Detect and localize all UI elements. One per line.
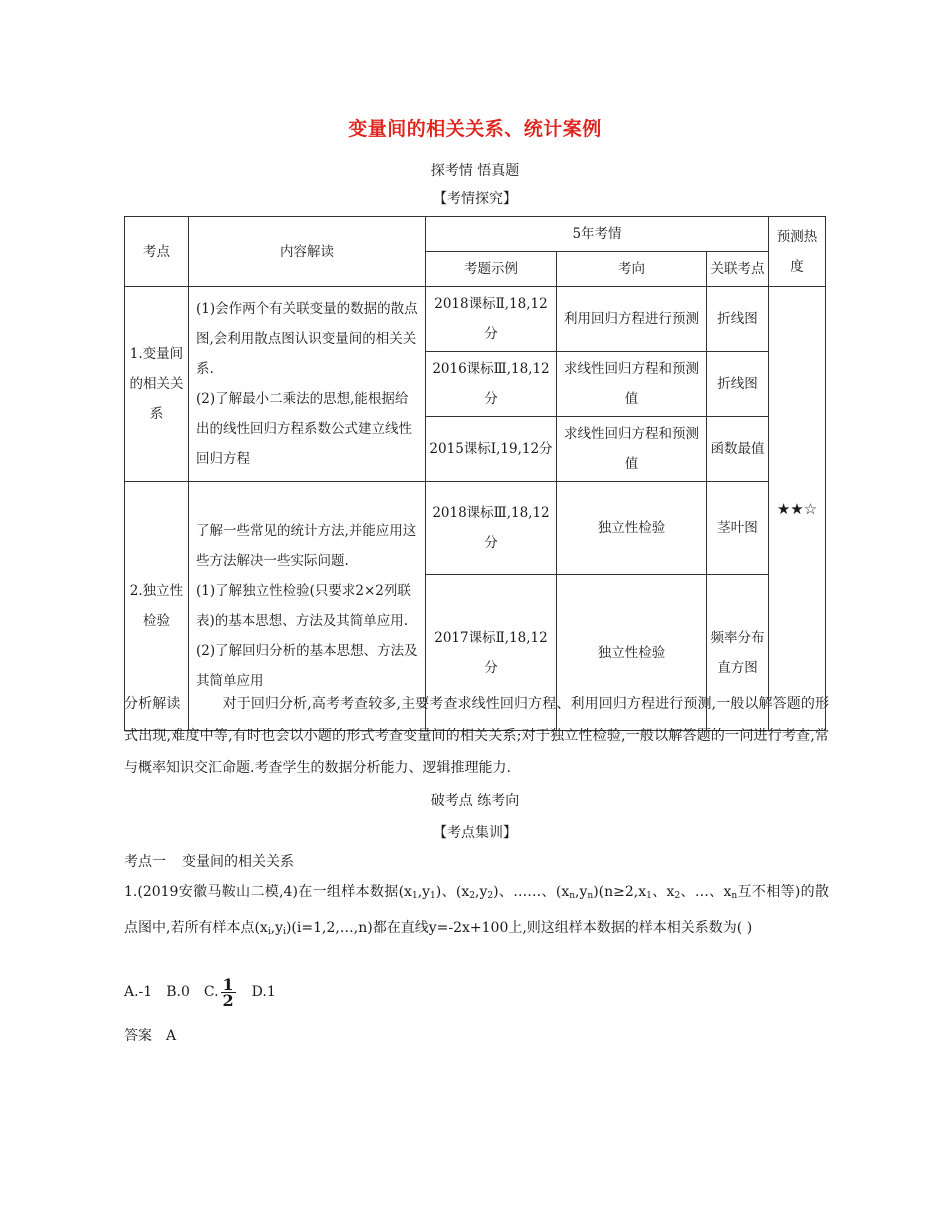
- kaodian-title: 变量间的相关关系: [182, 854, 294, 870]
- row1-item3-related: 函数最值: [707, 417, 769, 482]
- row2-kaodian: 2.独立性检验: [125, 482, 189, 731]
- row1-content: (1)会作两个有关联变量的数据的散点图,会利用散点图认识变量间的相关关系. (2)了解最小二乘法的思想,能根据给出的线性回归方程系数公式建立线性回归方程: [189, 287, 426, 482]
- fraction-one-half: [221, 974, 236, 1010]
- kaodian-heading: [124, 846, 829, 878]
- question-1-answer: [124, 1020, 829, 1052]
- option-a: A.-1: [124, 984, 153, 1000]
- row2-item2-related: 频率分布直方图: [707, 575, 769, 731]
- row2-item1-direction: 独立性检验: [557, 482, 707, 575]
- kaodian-label: 考点一: [124, 854, 166, 870]
- q1-stem-part: 、…、x: [680, 884, 732, 900]
- answer-value: A: [166, 1028, 177, 1044]
- q1-stem-part: 1.(2019安徽马鞍山二模,4)在一组样本数据(x: [124, 884, 412, 900]
- analysis-paragraph: [124, 688, 829, 784]
- row2-item1-example: 2018课标Ⅲ,18,12分: [426, 482, 557, 575]
- row1-item3-direction: 求线性回归方程和预测值: [557, 417, 707, 482]
- header-related: 关联考点: [707, 252, 769, 287]
- section-subheading-2: 【考点集训】: [433, 825, 517, 841]
- question-1-options: [124, 976, 829, 1008]
- section-subheading-1: 【考情探究】: [433, 191, 517, 207]
- option-c: C.: [203, 984, 219, 1000]
- header-five-year: 5年考情: [426, 217, 769, 252]
- row1-item1-related: 折线图: [707, 287, 769, 352]
- section-heading-2: 破考点 练考向: [430, 793, 520, 809]
- q1-stem-part: 、x: [651, 884, 675, 900]
- analysis-text: 对于回归分析,高考考查较多,主要考查求线性回归方程、利用回归方程进行预测,一般以解答题的形式出现,难度中等,有时也会以小题的形式考查变量间的相关关系;对于独立性检验,一般以解答题的一问进行考查,常与概率知识交汇命题.考查学生的数据分析能力、逻辑推理能力.: [124, 696, 829, 776]
- q1-stem-part: 互不相等)的散点图中,若所有样本点(x: [124, 884, 829, 936]
- exam-analysis-table: [124, 216, 826, 731]
- section-heading-1: 探考情 悟真题: [430, 163, 520, 179]
- header-heat: 预测热度: [769, 217, 826, 287]
- heat-rating-stars: ★★☆: [769, 287, 826, 731]
- row1-item1-example: 2018课标Ⅱ,18,12分: [426, 287, 557, 352]
- analysis-label: 分析解读: [124, 696, 181, 712]
- fraction-numerator: 1: [222, 974, 234, 994]
- row1-item2-example: 2016课标Ⅲ,18,12分: [426, 352, 557, 417]
- q1-stem-part: )(i=1,2,…,n)都在直线y=-2x+100上,则这组样本数据的样本相关系数为( ): [285, 920, 753, 936]
- header-direction: 考向: [557, 252, 707, 287]
- header-content: 内容解读: [189, 217, 426, 287]
- row1-item2-direction: 求线性回归方程和预测值: [557, 352, 707, 417]
- row1-item1-direction: 利用回归方程进行预测: [557, 287, 707, 352]
- row2-item1-related: 茎叶图: [707, 482, 769, 575]
- header-example: 考题示例: [426, 252, 557, 287]
- row1-kaodian: 1.变量间的相关关系: [125, 287, 189, 482]
- row1-item2-related: 折线图: [707, 352, 769, 417]
- q1-stem-part: )、……、(x: [493, 884, 570, 900]
- row2-item2-example: 2017课标Ⅱ,18,12分: [426, 575, 557, 731]
- fraction-denominator: 2: [222, 990, 234, 1010]
- answer-label: 答案: [124, 1028, 152, 1044]
- header-kaodian: 考点: [125, 217, 189, 287]
- row1-item3-example: 2015课标Ⅰ,19,12分: [426, 417, 557, 482]
- q1-stem-part: )(n≥2,x: [593, 884, 647, 900]
- option-b: B.0: [166, 984, 190, 1000]
- option-d: D.1: [251, 984, 276, 1000]
- row2-item2-direction: 独立性检验: [557, 575, 707, 731]
- question-1-stem: 1.(2019安徽马鞍山二模,4)在一组样本数据$(x_1,y_1)$、$(x_2,y_2)$、……、$(x_n,y_n)(n\ge 2,x_1$、$x_2$、…、$x_n$互不相等)的散点图中,若所有样本点$(x_i,y_i)(i=1,2,\dots,n)$都在直线y=-2x+100上,则这组样本数据的样本相关系数为( ): [124, 884, 829, 937]
- q1-stem-part: ,y: [417, 884, 431, 900]
- row2-content: 了解一些常见的统计方法,并能应用这些方法解决一些实际问题. (1)了解独立性检验(只要求2×2列联表)的基本思想、方法及其简单应用. (2)了解回归分析的基本思想、方法及其简单应用: [189, 482, 426, 731]
- q1-stem-part: )、(x: [435, 884, 470, 900]
- page-title: 变量间的相关关系、统计案例: [348, 118, 602, 140]
